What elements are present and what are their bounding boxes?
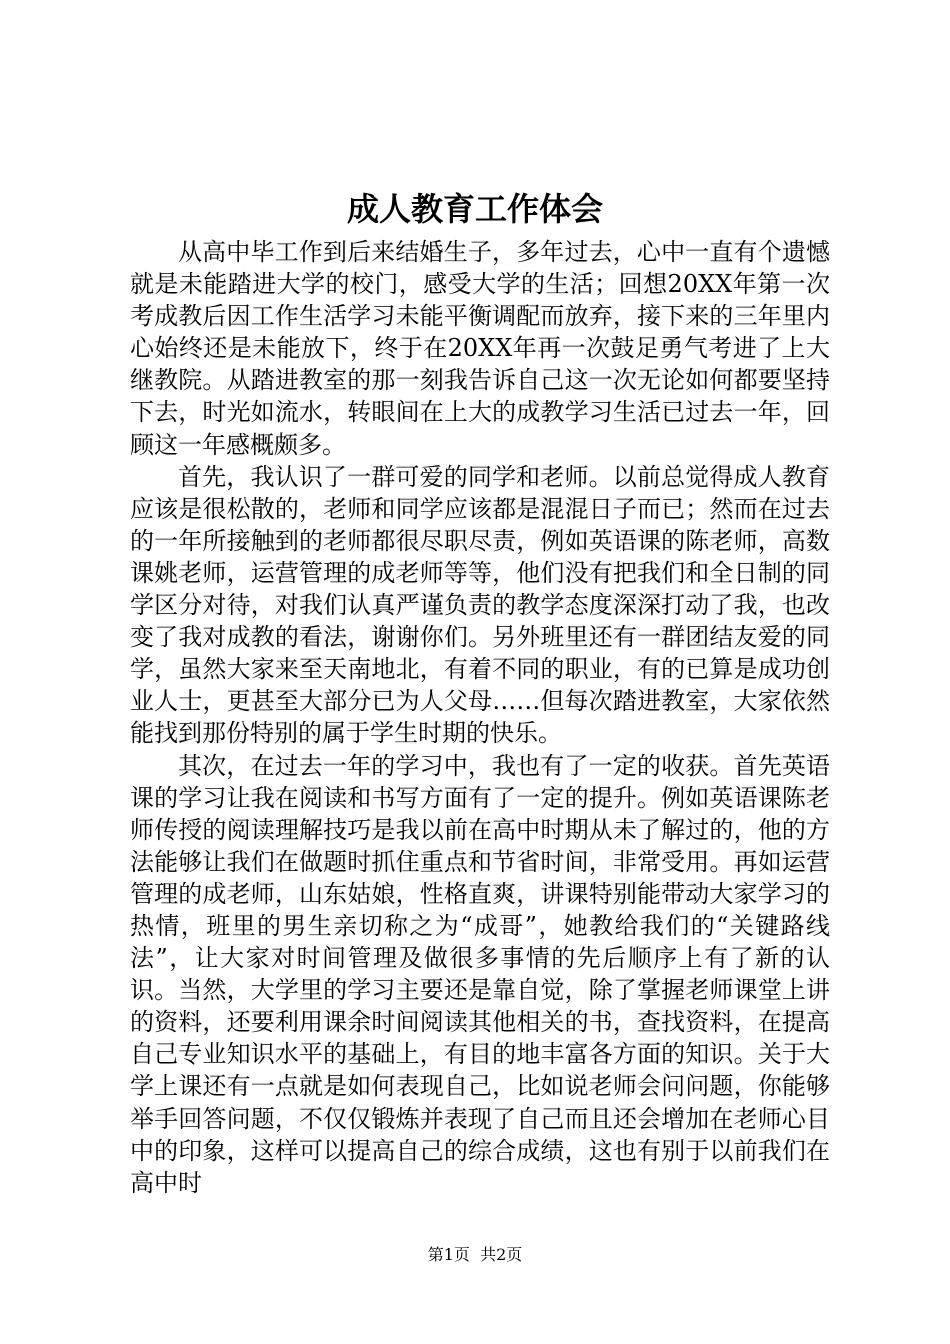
page-number: 第1页: [427, 1245, 470, 1264]
footer-separator: [470, 1245, 480, 1264]
document-body: [130, 236, 830, 1199]
document-title: 成人教育工作体会: [346, 190, 603, 228]
page-footer: [0, 1243, 950, 1267]
paragraph-2: 首先，我认识了一群可爱的同学和老师。以前总觉得成人教育应该是很松散的，老师和同学应该都是混混日子而已；然而在过去的一年所接触到的老师都很尽职尽责，例如英语课的陈老师，高数课姚老师，运营管理的成老师等等，他们没有把我们和全日制的同学区分对待，对我们认真严谨负责的教学态度深深打动了我，也改变了我对成教的看法，谢谢你们。另外班里还有一群团结友爱的同学，虽然大家来至天南地北，有着不同的职业，有的已算是成功创业人士，更甚至大部分已为人父母……但每次踏进教室，大家依然能找到那份特别的属于学生时期的快乐。: [130, 462, 830, 748]
page-total: 共2页: [480, 1245, 523, 1264]
paragraph-3: 其次，在过去一年的学习中，我也有了一定的收获。首先英语课的学习让我在阅读和书写方面有了一定的提升。例如英语课陈老师传授的阅读理解技巧是我以前在高中时期从未了解过的，他的方法能够让我们在做题时抓住重点和节省时间，非常受用。再如运营管理的成老师，山东姑娘，性格直爽，讲课特别能带动大家学习的热情，班里的男生亲切称之为“成哥”，她教给我们的“关键路线法”，让大家对时间管理及做很多事情的先后顺序上有了新的认识。当然，大学里的学习主要还是靠自觉，除了掌握老师课堂上讲的资料，还要利用课余时间阅读其他相关的书，查找资料，在提高自己专业知识水平的基础上，有目的地丰富各方面的知识。关于大学上课还有一点就是如何表现自己，比如说老师会问问题，你能够举手回答问题，不仅仅锻炼并表现了自己而且还会增加在老师心目中的印象，这样可以提高自己的综合成绩，这也有别于以前我们在高中时: [130, 751, 830, 1197]
paragraph-1: 从高中毕工作到后来结婚生子，多年过去，心中一直有个遗憾就是未能踏进大学的校门，感受大学的生活；回想20XX年第一次考成教后因工作生活学习未能平衡调配而放弃，接下来的三年里内心始终还是未能放下，终于在20XX年再一次鼓足勇气考进了上大继教院。从踏进教室的那一刻我告诉自己这一次无论如何都要坚持下去，时光如流水，转眼间在上大的成教学习生活已过去一年，回顾这一年感概颇多。: [130, 238, 830, 459]
